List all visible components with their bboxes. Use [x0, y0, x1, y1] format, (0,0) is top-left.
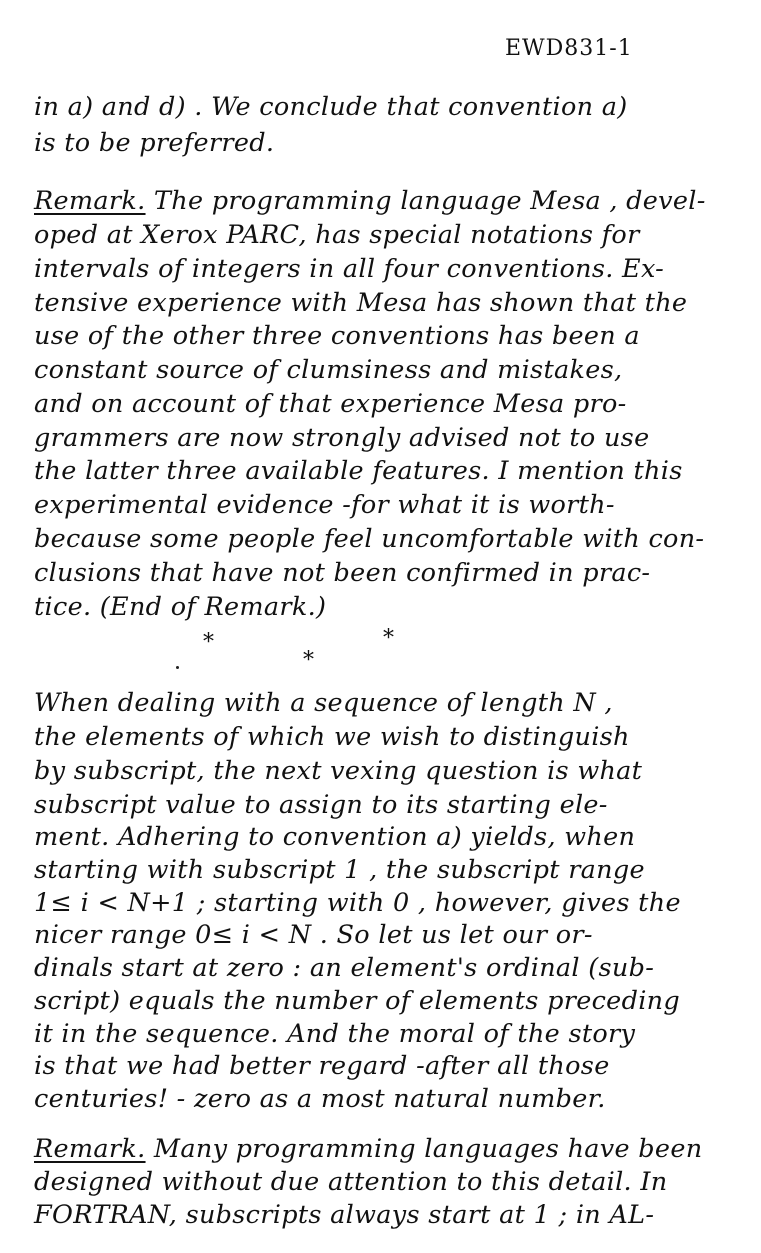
- text-line: is to be preferred.: [34, 128, 275, 158]
- remark-label: Remark.: [34, 186, 146, 216]
- text-line: experimental evidence -for what it is worth-: [34, 490, 615, 520]
- text-line: nicer range 0≤ i < N . So let us let our or-: [34, 920, 593, 950]
- text-line: because some people feel uncomfortable with con-: [34, 524, 705, 554]
- text-line: starting with subscript 1 , the subscript range: [34, 855, 645, 885]
- separator-star: *: [203, 630, 214, 655]
- text-line: and on account of that experience Mesa pro-: [34, 389, 627, 419]
- text-line: clusions that have not been confirmed in prac-: [34, 558, 651, 588]
- text-line: script) equals the number of elements preceding: [34, 986, 680, 1016]
- text-line: intervals of integers in all four conventions. Ex-: [34, 254, 665, 284]
- text-line: dinals start at zero : an element's ordinal (sub-: [34, 953, 655, 983]
- text-line: designed without due attention to this detail. In: [34, 1167, 668, 1197]
- page-identifier: EWD831-1: [505, 36, 633, 61]
- text-line: constant source of clumsiness and mistakes,: [34, 355, 623, 385]
- text-line: grammers are now strongly advised not to use: [34, 423, 650, 453]
- text-line: the latter three available features. I mention this: [34, 456, 683, 486]
- text-line: oped at Xerox PARC, has special notations for: [34, 220, 640, 250]
- text-line: is that we had better regard -after all those: [34, 1051, 610, 1081]
- text-line: by subscript, the next vexing question is what: [34, 756, 643, 786]
- text-line: tensive experience with Mesa has shown that the: [34, 288, 688, 318]
- separator-star: *: [383, 626, 394, 651]
- separator-star: *: [303, 648, 314, 673]
- text-line: 1≤ i < N+1 ; starting with 0 , however, gives the: [34, 888, 681, 918]
- remark-text: Many programming languages have been: [145, 1134, 703, 1164]
- remark-first-line: [34, 186, 706, 216]
- ink-dot: [176, 666, 179, 669]
- text-line: it in the sequence. And the moral of the story: [34, 1019, 636, 1049]
- remark-label: Remark.: [34, 1134, 146, 1164]
- remark-text: The programming language Mesa , devel-: [145, 186, 706, 216]
- text-line: ment. Adhering to convention a) yields, when: [34, 822, 636, 852]
- remark-first-line: [34, 1134, 702, 1164]
- text-line: subscript value to assign to its starting ele-: [34, 790, 608, 820]
- text-line: centuries! - zero as a most natural number.: [34, 1084, 606, 1114]
- text-line: use of the other three conventions has been a: [34, 321, 640, 351]
- text-line: tice. (End of Remark.): [34, 592, 327, 622]
- text-line: in a) and d) . We conclude that convention a): [34, 92, 628, 122]
- text-line: the elements of which we wish to distinguish: [34, 722, 630, 752]
- text-line: When dealing with a sequence of length N ,: [34, 688, 613, 718]
- text-line: FORTRAN, subscripts always start at 1 ; in AL-: [34, 1200, 655, 1230]
